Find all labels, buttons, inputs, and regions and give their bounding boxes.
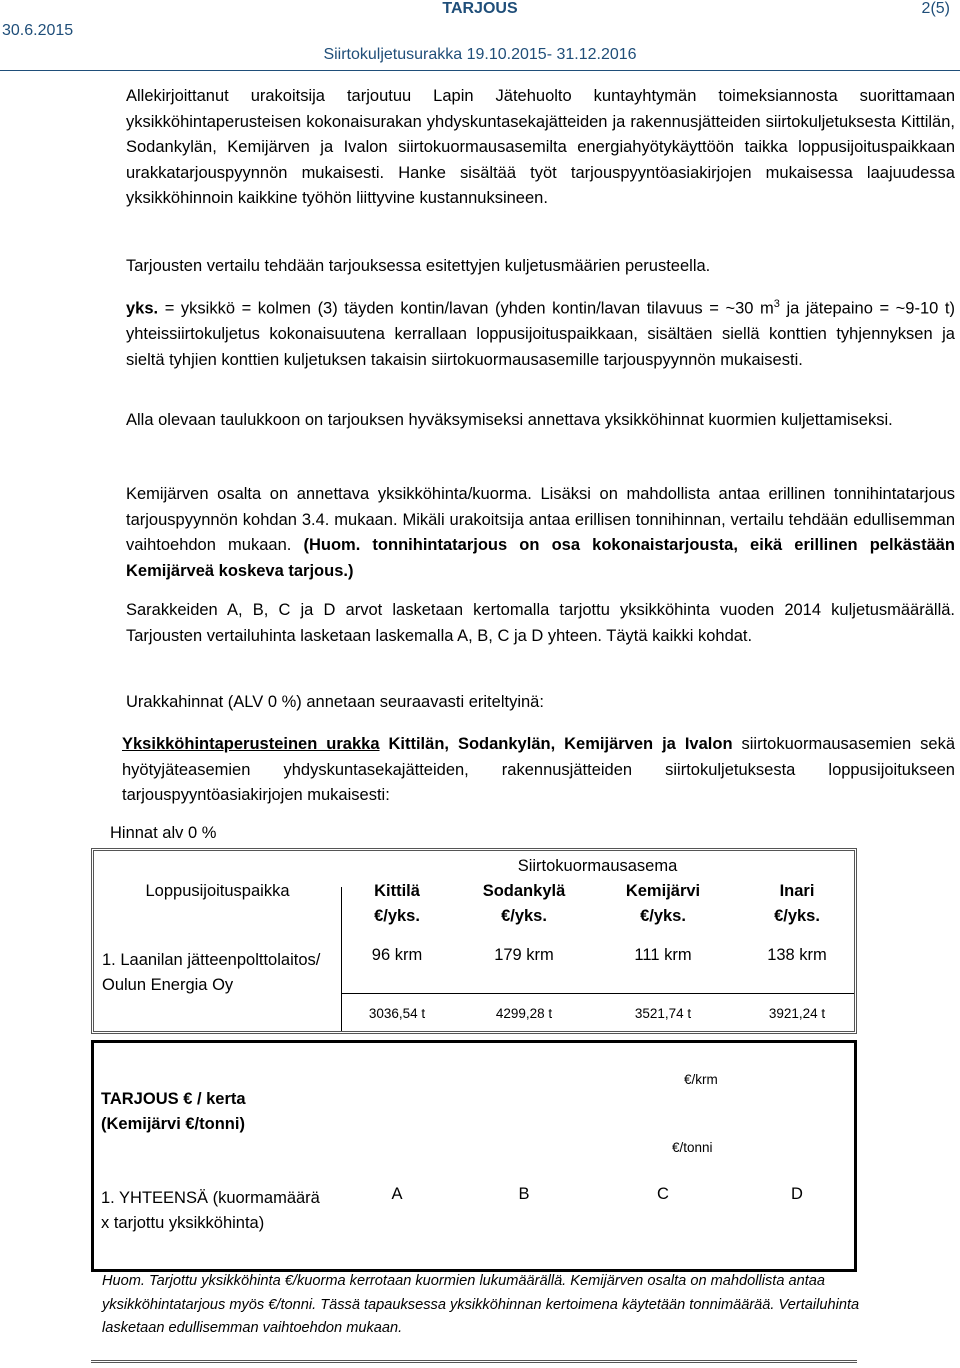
- header-rule: [0, 70, 960, 71]
- price-table: [91, 848, 857, 1034]
- total-col-d: D: [791, 1185, 803, 1203]
- total-col-c: C: [657, 1185, 669, 1203]
- comparison-paragraph: Tarjousten vertailu tehdään tarjouksessa esitettyjen kuljetusmäärien perusteella.: [126, 257, 711, 275]
- offer-label: TARJOUS € / kerta (Kemijärvi €/tonni): [101, 1090, 246, 1133]
- table-divider: [341, 993, 854, 994]
- kemijarvi-text: Kemijärven osalta on annettava yksikköhinta/kuorma. Lisäksi on mahdollista antaa erillinen tonnihintatarjous tarjouspyynnön kohdan 3.4. mukaan. Mikäli urakoitsija antaa erillisen tonnihinnan, vertailu tehdään edullisemman vaihtoehdon mukaan.: [126, 485, 955, 555]
- unit-abbrev: yks.: [126, 299, 159, 318]
- station-kemijarvi-header: Kemijärvi €/yks.: [625, 882, 701, 925]
- unit-definition-a: = yksikkö = kolmen (3) täyden kontin/lavan (yhden kontin/lavan tilavuus = ~30 m: [158, 299, 774, 318]
- footnote: Huom. Tarjottu yksikköhinta €/kuorma kerrotaan kuormien lukumäärällä. Kemijärven osalta on mahdollista antaa yksikköhintatarjous myös €/tonni. Tässä tapauksessa yksikköhinnan kertoimena käytetään tonnimäärää. Vertailuhinta lasketaan edullisemman vaihtoehdon mukaan.: [102, 1273, 860, 1336]
- kittila-krm: 96 krm: [371, 946, 423, 964]
- total-label: 1. YHTEENSÄ (kuormamäärä x tarjottu yksikköhinta): [101, 1189, 320, 1232]
- inari-tons: 3921,24 t: [768, 1006, 826, 1021]
- table-instruction-paragraph: Alla olevaan taulukkoon on tarjouksen hyväksymiseksi annettava yksikköhinnat kuormien kuljettamiseksi.: [126, 411, 893, 429]
- destination-header: Loppusijoituspaikka: [145, 882, 290, 900]
- contract-paragraph: [122, 732, 955, 809]
- prices-label: Hinnat alv 0 %: [110, 824, 217, 842]
- sodankyla-tons: 4299,28 t: [495, 1006, 553, 1021]
- header-title: TARJOUS: [442, 0, 518, 17]
- offer-table: [91, 1040, 857, 1272]
- contract-stations: Kittilän, Sodankylän, Kemijärven ja Ivalon: [379, 735, 733, 753]
- kemijarvi-krm: 111 krm: [634, 946, 692, 964]
- station-sodankyla-header: Sodankylä €/yks.: [482, 882, 566, 925]
- station-inari-header: Inari €/yks.: [774, 882, 820, 925]
- offer-unit-krm: €/krm: [684, 1072, 718, 1087]
- station-kittila-header: Kittilä €/yks.: [374, 882, 420, 925]
- kemijarvi-paragraph: [126, 482, 955, 584]
- offer-unit-tonni: €/tonni: [672, 1140, 713, 1155]
- unit-definition-b: ja jätepaino = ~9-10 t) yhteissiirtokuljetus kokonaisuutena kerrallaan loppusijoituspaikkaan, sisältäen siellä konttien tyhjennyksen ja sieltä tyhjien konttien kuljetuksen takaisin siirtokuormausasemille tarjouspyynnön mukaisesti.: [126, 299, 955, 369]
- group-header: Siirtokuormausasema: [517, 857, 678, 875]
- total-col-b: B: [518, 1185, 530, 1203]
- footer-rule: [91, 1360, 857, 1363]
- inari-krm: 138 krm: [767, 946, 827, 964]
- kemijarvi-tons: 3521,74 t: [634, 1006, 692, 1021]
- destination-row-1: 1. Laanilan jätteenpolttolaitos/ Oulun Energia Oy: [102, 951, 321, 994]
- header-page-number: 2(5): [921, 0, 950, 17]
- header-date: 30.6.2015: [2, 22, 74, 39]
- intro-paragraph: Allekirjoittanut urakoitsija tarjoutuu Lapin Jätehuolto kuntayhtymän toimeksiannosta suorittamaan yksikköhintaperusteisen kokonaisurakan yhdyskuntasekajätteiden ja rakennusjätteiden siirtokuljetuksesta Kittilän, Sodankylän, Kemijärven ja Ivalon siirtokuormausasemilta energiahyötykäyttöön taikka loppusijoituspaikkaan urakkatarjouspyynnön mukaisesti. Hanke sisältää työt tarjouspyyntöasiakirjojen mukaisessa laajuudessa yksikköhinnoin kaikkine työhön liittyvine kustannuksineen.: [126, 87, 955, 208]
- contract-description: siirtokuormausasemien sekä hyötyjäteasemien yhdyskuntasekajätteiden, rakennusjätteiden siirtokuljetuksesta loppusijoitukseen tarjouspyyntöasiakirjojen mukaisesti:: [122, 735, 956, 805]
- kittila-tons: 3036,54 t: [368, 1006, 426, 1021]
- unit-definition-paragraph: [126, 292, 955, 373]
- unit-definition-sup: 3: [773, 298, 780, 310]
- prices-intro-paragraph: Urakkahinnat (ALV 0 %) annetaan seuraavasti eriteltyinä:: [126, 693, 544, 711]
- columns-paragraph: Sarakkeiden A, B, C ja D arvot lasketaan kertomalla tarjottu yksikköhinta vuoden 2014 kuljetusmäärällä. Tarjousten vertailuhinta lasketaan laskemalla A, B, C ja D yhteen. Täytä kaikki kohdat.: [126, 601, 955, 645]
- header-subtitle: Siirtokuljetusurakka 19.10.2015- 31.12.2016: [323, 46, 637, 63]
- total-col-a: A: [391, 1185, 403, 1203]
- sodankyla-krm: 179 krm: [494, 946, 554, 964]
- kemijarvi-note: (Huom. tonnihintatarjous on osa kokonaistarjousta, eikä erillinen pelkästään Kemijärveä koskeva tarjous.): [126, 536, 955, 580]
- contract-type: Yksikköhintaperusteinen urakka: [122, 735, 380, 753]
